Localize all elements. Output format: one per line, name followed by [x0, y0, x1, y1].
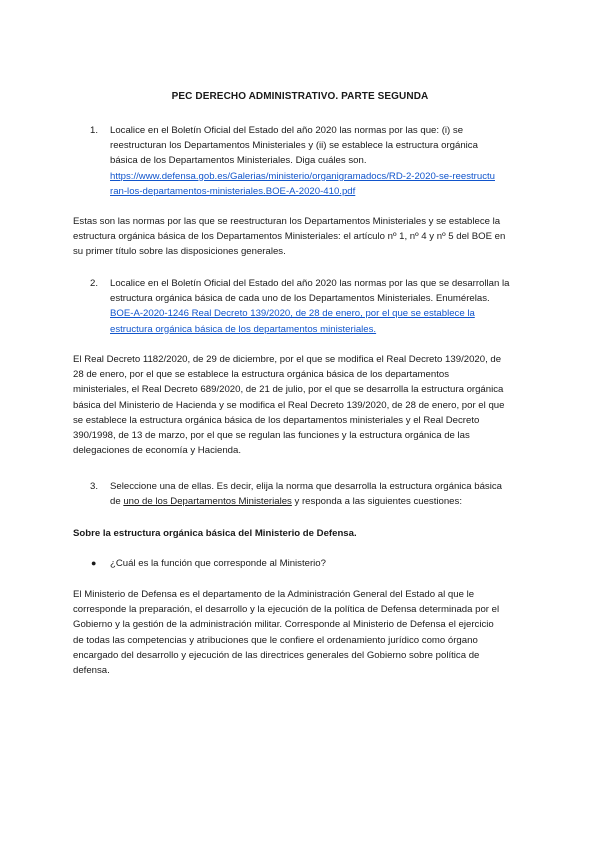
a3-line: Gobierno y la gestión de la administración militar. Corresponde al Ministerio de Defensa el ejercicio [73, 619, 494, 631]
a2-line: ministeriales, el Real Decreto 689/2020, de 21 de julio, por el que se desarrolla la estructura orgánica [73, 384, 504, 396]
q1-link[interactable]: https://www.defensa.gob.es/Galerias/ministerio/organigramadocs/RD-2-2020-se-reestructu [110, 170, 495, 182]
a1-line: Estas son las normas por las que se reestructuran los Departamentos Ministeriales y se establece la [73, 216, 501, 227]
section-heading: Sobre la estructura orgánica básica del Ministerio de Defensa. [73, 528, 357, 539]
a2-line: El Real Decreto 1182/2020, de 29 de diciembre, por el que se modifica el Real Decreto 139/2020, de [73, 354, 502, 365]
question-1 [110, 123, 530, 199]
q2-line: Localice en el Boletín Oficial del Estado del año 2020 las normas por las que se desarrollan la [110, 278, 510, 289]
q2-link[interactable]: estructura orgánica básica de los departamentos ministeriales. [110, 323, 377, 335]
a2-line: se establece la estructura orgánica básica de los departamentos ministeriales y el Real Decreto [73, 414, 480, 426]
question-3 [110, 479, 530, 509]
a3-line: de todas las competencias y atribuciones que le confiere el ordenamiento jurídico como órgano [73, 634, 478, 646]
answer-1 [73, 214, 533, 260]
a2-line: delegaciones de economía y Hacienda. [73, 445, 242, 457]
a3-line: El Ministerio de Defensa es el departamento de la Administración General del Estado al que le [73, 589, 475, 600]
answer-2 [73, 352, 533, 458]
q1-number: 1. [90, 125, 99, 136]
a1-line: estructura orgánica básica de los Departamentos Ministeriales: el artículo nº 1, nº 4 y nº 5 del BOE en [73, 231, 506, 243]
a3-line: defensa. [73, 665, 110, 677]
document-title: PEC DERECHO ADMINISTRATIVO. PARTE SEGUNDA [171, 91, 429, 102]
q3-underlined-phrase: uno de los Departamentos Ministeriales [123, 496, 292, 508]
q1-line: básica de los Departamentos Ministeriales. Diga cuáles son. [110, 155, 367, 167]
bullet-question: ¿Cuál es la función que corresponde al Ministerio? [110, 558, 326, 569]
q1-line: Localice en el Boletín Oficial del Estado del año 2020 las normas por las que: (i) se [110, 125, 464, 136]
q3-number: 3. [90, 481, 99, 492]
bullet-icon: ● [91, 558, 97, 568]
q3-line: Seleccione una de ellas. Es decir, elija la norma que desarrolla la estructura orgánica básica [110, 481, 502, 492]
q3-line2-suffix: y responda a las siguientes cuestiones: [291, 496, 462, 508]
a3-line: corresponde la preparación, el desarrollo y la ejecución de la política de Defensa determinada por el [73, 604, 500, 616]
q1-link[interactable]: ran-los-departamentos-ministeriales.BOE-A-2020-410.pdf [110, 185, 356, 197]
a2-line: básica del Ministerio de Hacienda y se modifica el Real Decreto 139/2020, de 28 de enero, por el que [73, 399, 505, 411]
a1-line: su primer título sobre las disposiciones generales. [73, 246, 286, 258]
answer-3 [73, 587, 533, 678]
question-2 [110, 276, 530, 337]
a3-line: encargado del desarrollo y ejecución de las directrices generales del Gobierno sobre política de [73, 649, 480, 661]
q1-line: reestructuran los Departamentos Ministeriales y (ii) se establece la estructura orgánica [110, 140, 478, 152]
q3-line-2 [110, 494, 530, 509]
a2-line: 28 de enero, por el que se establece la estructura orgánica básica de los departamentos [73, 369, 449, 381]
q2-link[interactable]: BOE-A-2020-1246 Real Decreto 139/2020, de 28 de enero, por el que se establece la [110, 308, 475, 320]
q2-line: estructura orgánica básica de cada uno de los Departamentos Ministeriales. Enumérelas. [110, 293, 490, 305]
q3-line2-prefix: de [110, 496, 124, 508]
q2-number: 2. [90, 278, 99, 289]
a2-line: 390/1998, de 13 de marzo, por el que se regulan las funciones y la estructura orgánica de las [73, 430, 470, 442]
